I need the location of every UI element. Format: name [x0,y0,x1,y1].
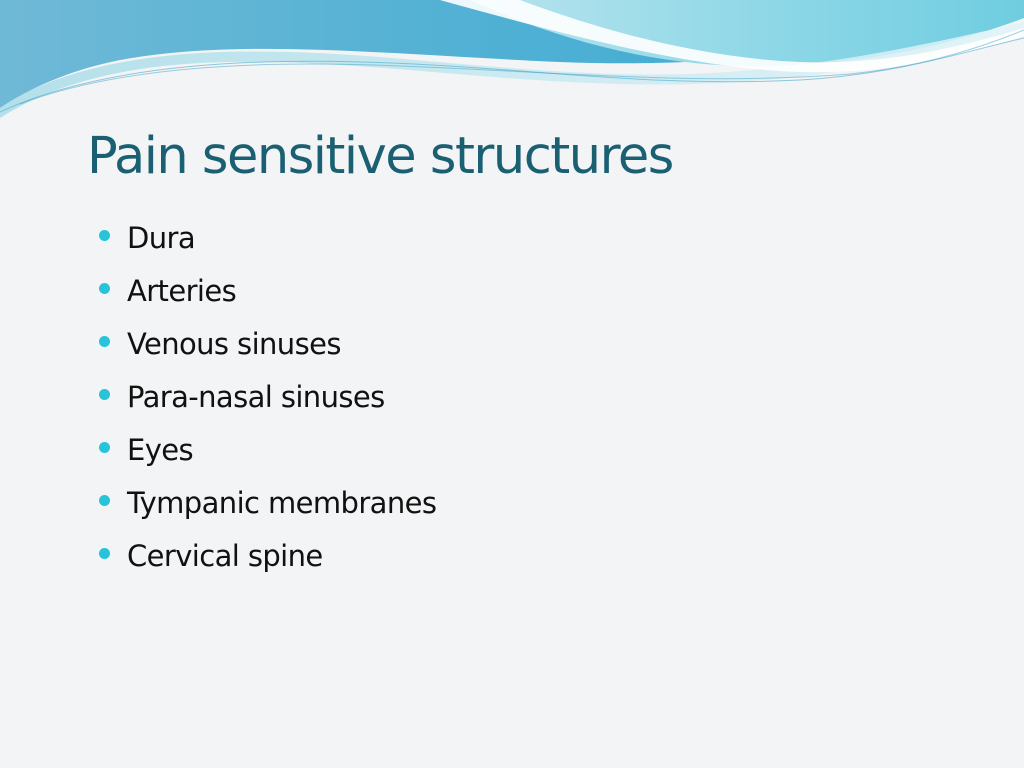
bullet-icon [99,336,110,347]
bullet-text: Eyes [127,432,194,467]
bullet-icon [99,548,110,559]
list-item [99,370,436,423]
list-item [99,529,436,582]
bullet-text: Venous sinuses [127,326,341,361]
bullet-text: Arteries [127,273,237,308]
bullet-text: Dura [127,220,196,255]
list-item [99,264,436,317]
bullet-text: Tympanic membranes [127,485,437,520]
decorative-wave-banner [0,0,1024,130]
list-item [99,211,436,264]
bullet-list [99,211,436,582]
list-item [99,317,436,370]
list-item [99,476,436,529]
bullet-icon [99,283,110,294]
bullet-icon [99,442,110,453]
bullet-icon [99,389,110,400]
bullet-text: Cervical spine [127,538,323,573]
bullet-text: Para-nasal sinuses [127,379,385,414]
slide-title: Pain sensitive structures [87,127,673,186]
list-item [99,423,436,476]
bullet-icon [99,230,110,241]
bullet-icon [99,495,110,506]
